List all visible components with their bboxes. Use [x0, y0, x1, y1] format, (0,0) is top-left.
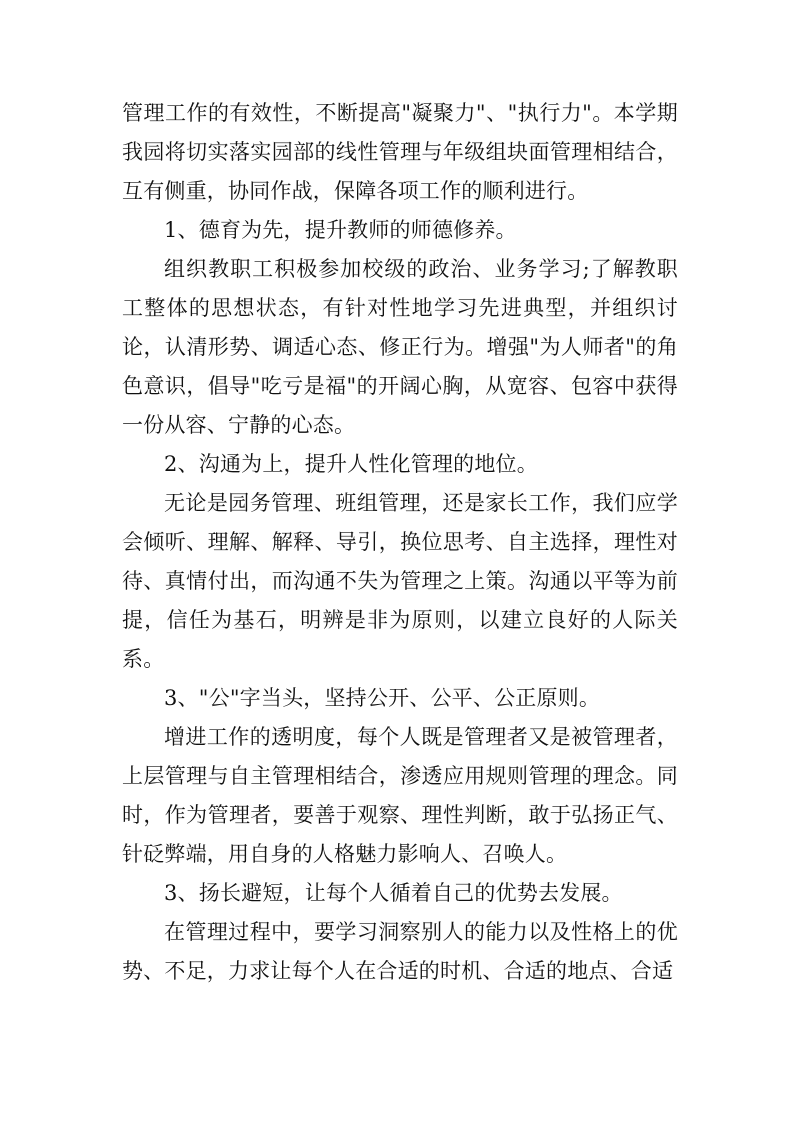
paragraph-communication: 无论是园务管理、班组管理，还是家长工作，我们应学会倾听、理解、解释、导引，换位思考、自主选择，理性对待、真情付出，而沟通不失为管理之上策。沟通以平等为前提，信任为基石，明辨是非为原则，以建立良好的人际关系。 — [122, 491, 678, 671]
section-heading-4: 3、扬长避短，让每个人循着自己的优势去发展。 — [164, 881, 623, 905]
document-body — [122, 94, 678, 991]
section-heading-3: 3、"公"字当头，坚持公开、公平、公正原则。 — [164, 686, 601, 710]
section-heading-1: 1、德育为先，提升教师的师德修养。 — [164, 218, 517, 242]
paragraph-strengths: 在管理过程中，要学习洞察别人的能力以及性格上的优势、不足，力求让每个人在合适的时机、合适的地点、合适 — [122, 920, 678, 983]
section-heading-2: 2、沟通为上，提升人性化管理的地位。 — [164, 452, 538, 476]
paragraph-moral-education: 组织教职工积极参加校级的政治、业务学习;了解教职工整体的思想状态，有针对性地学习先进典型，并组织讨论，认清形势、调适心态、修正行为。增强"为人师者"的角色意识，倡导"吃亏是福"的开阔心胸，从宽容、包容中获得一份从容、宁静的心态。 — [122, 257, 678, 437]
paragraph-continuation: 管理工作的有效性，不断提高"凝聚力"、"执行力"。本学期我园将切实落实园部的线性管理与年级组块面管理相结合，互有侧重，协同作战，保障各项工作的顺利进行。 — [122, 101, 678, 203]
paragraph-transparency: 增进工作的透明度，每个人既是管理者又是被管理者，上层管理与自主管理相结合，渗透应用规则管理的理念。同时，作为管理者，要善于观察、理性判断，敢于弘扬正气、针砭弊端，用自身的人格魅力影响人、召唤人。 — [122, 725, 678, 866]
